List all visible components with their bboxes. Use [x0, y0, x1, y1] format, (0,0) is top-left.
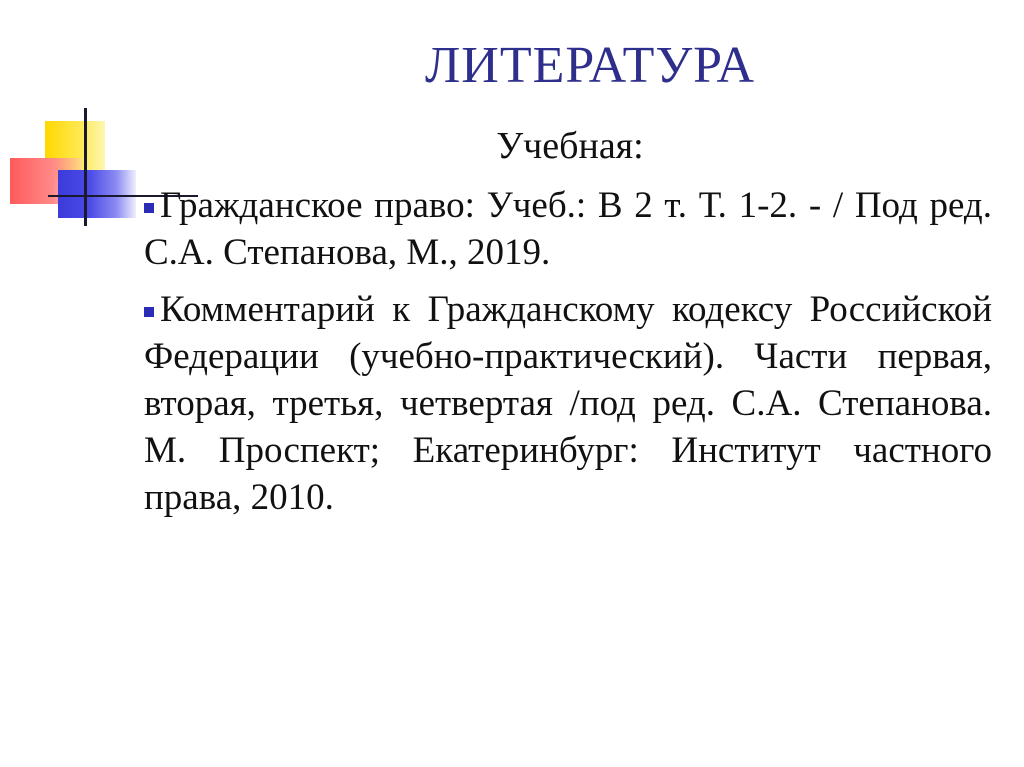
vertical-line-decoration	[84, 108, 87, 226]
square-bullet-icon	[144, 203, 154, 213]
slide-title: ЛИТЕРАТУРА	[425, 37, 755, 94]
slide-subtitle: Учебная:	[496, 125, 644, 167]
list-item-text: Комментарий к Гражданскому кодексу Российской Федерации (учебно-практический). Части первая, вторая, третья, четвертая /под ред. С.А. Степанова. М. Проспект; Екатеринбург: Институт частного права, 2010.	[144, 289, 992, 518]
list-item	[144, 182, 992, 276]
bibliography-list	[144, 182, 992, 531]
list-item	[144, 286, 992, 521]
square-bullet-icon	[144, 307, 154, 317]
blue-block-decoration	[58, 170, 136, 218]
list-item-text: Гражданское право: Учеб.: В 2 т. Т. 1-2. - / Под ред. С.А. Степанова, М., 2019.	[144, 185, 992, 273]
